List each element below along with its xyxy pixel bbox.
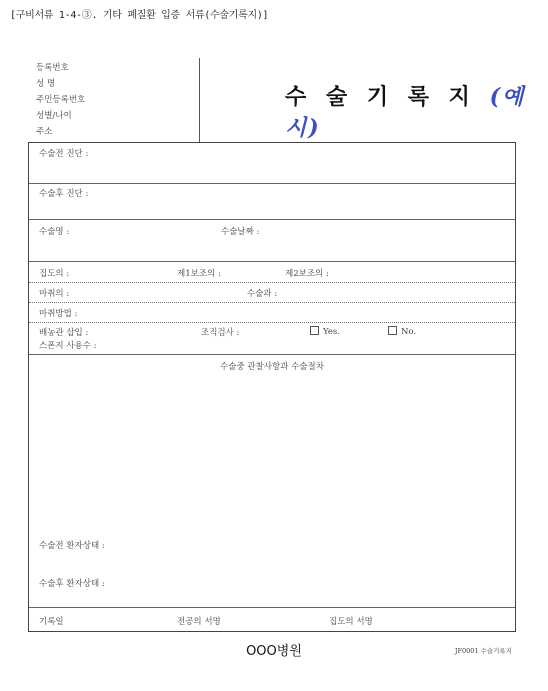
resident-no-label: 주민등록번호	[36, 95, 86, 105]
postop-diagnosis-label: 수술후 진단 :	[39, 189, 89, 199]
assistant1-label: 제1보조의 :	[177, 269, 221, 279]
no-label: No.	[401, 327, 417, 337]
checkbox-no[interactable]	[388, 326, 397, 335]
row-divider	[29, 322, 515, 323]
document-header-note: [구비서류 1-4-③. 기타 폐질환 입증 서류(수술기록지)]	[10, 10, 269, 21]
operation-name-label: 수술명 :	[39, 227, 70, 237]
surgeon-signature-label: 집도의 서명	[329, 617, 373, 627]
record-date-label: 기록일	[39, 617, 64, 627]
yes-label: Yes.	[323, 327, 340, 337]
form-code: JF0001 수술기록지	[454, 647, 512, 655]
findings-heading: 수술중 관찰사항과 수술절차	[220, 362, 324, 372]
biopsy-no-option[interactable]	[388, 326, 416, 337]
row-divider	[29, 282, 515, 283]
preop-status-label: 수술전 환자상태 :	[39, 541, 105, 551]
title-example-suffix: (예시)	[285, 84, 526, 141]
anesthesia-method-label: 마취방법 :	[39, 309, 78, 319]
drain-label: 배농관 삽입 :	[39, 328, 89, 338]
assistant2-label: 제2보조의 :	[285, 269, 329, 279]
operation-date-label: 수술날짜 :	[221, 227, 260, 237]
preop-diagnosis-label: 수술전 진단 :	[39, 149, 89, 159]
anesthesiologist-label: 마취의 :	[39, 289, 70, 299]
name-label: 성 명	[36, 79, 56, 89]
row-divider	[29, 183, 515, 184]
sex-age-label: 성별/나이	[36, 111, 72, 121]
reg-no-label: 등록번호	[36, 63, 69, 73]
address-label: 주소	[36, 127, 53, 137]
row-divider	[29, 302, 515, 303]
sponge-count-label: 스폰지 사용수 :	[39, 341, 97, 351]
surgeon-label: 집도의 :	[39, 269, 70, 279]
hospital-name: OOO병원	[246, 644, 302, 659]
surgery-record-form	[28, 142, 516, 632]
department-label: 수술과 :	[247, 289, 278, 299]
specialist-signature-label: 전공의 서명	[177, 617, 221, 627]
document-title	[285, 80, 548, 142]
row-divider	[29, 219, 515, 220]
title-text: 수 술 기 록 지	[285, 84, 476, 110]
info-divider	[199, 58, 200, 142]
checkbox-yes[interactable]	[310, 326, 319, 335]
biopsy-yes-option[interactable]	[310, 326, 340, 337]
biopsy-label: 조직검사 :	[201, 328, 240, 338]
row-divider	[29, 261, 515, 262]
row-divider	[29, 607, 515, 608]
postop-status-label: 수술후 환자상태 :	[39, 579, 105, 589]
row-divider	[29, 354, 515, 355]
